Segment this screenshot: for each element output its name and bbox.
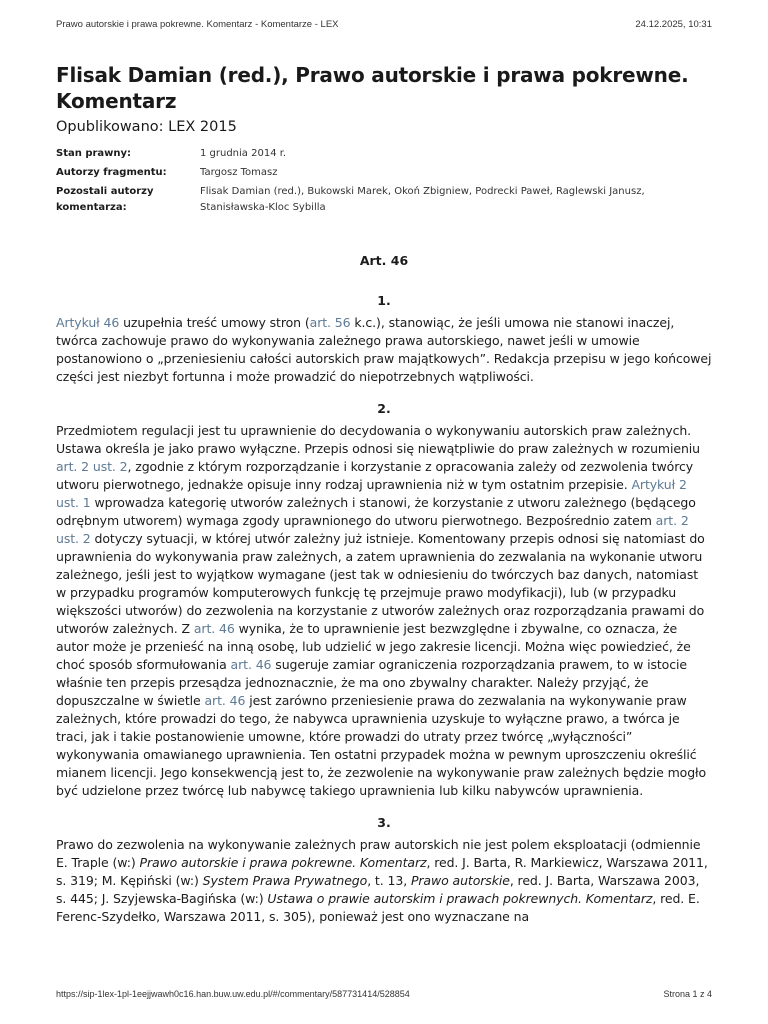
print-header [56,19,712,35]
paragraph-text: uzupełnia treść umowy stron ( [119,315,310,330]
paragraph-text: , red. J. Barta, R. Markiewicz, Warszawa 2011, s. 319; M. Kępiński (w:) [56,855,708,888]
meta-label: Autorzy fragmentu: [56,167,167,178]
print-footer-url: https://sip-1lex-1pl-1eejjwawh0c16.han.buw.uw.edu.pl/#/commentary/587731414/528854 [56,989,410,999]
section-number: 3. [377,815,391,830]
commentary-paragraph [56,836,712,926]
paragraph-text: , red. J. Barta, Warszawa 2003, s. 445; J. Szyjewska-Bagińska (w:) [56,873,700,906]
commentary-sections [56,292,712,926]
paragraph-text: , t. 13, [367,873,411,888]
paragraph-text: sugeruje zamiar ograniczenia rozporządzania prawem, to w istocie właśnie ten przepis przesądza jednoznacznie, że ma ono zbywalny charakter. Należy przyjąć, że dopuszczalne w świetle [56,657,687,708]
print-header-datetime: 24.12.2025, 10:31 [635,19,712,30]
meta-label: Pozostali autorzy komentarza: [56,186,154,213]
paragraph-text: Przedmiotem regulacji jest tu uprawnienie do decydowania o wykonywaniu autorskich praw zależnych. Ustawa określa je jako prawo wyłączne. Przepis odnosi się niewątpliwie do praw zależnych w rozumieniu [56,423,700,456]
author-role: (red.) [270,186,301,197]
publication-info: Opublikowano: LEX 2015 [56,119,237,135]
print-footer-page: Strona 1 z 4 [663,989,712,999]
legal-reference-link[interactable]: art. 46 [193,621,235,636]
legal-reference-link[interactable]: art. 46 [204,693,246,708]
commentary-paragraph [56,314,712,386]
meta-value: Targosz Tomasz [200,167,278,178]
paragraph-text: k.c.), stanowiąc, że jeśli umowa nie stanowi inaczej, twórca zachowuje prawo do wykonywania zależnego prawa autorskiego, nawet jeśli w umowie postanowiono o „przeniesieniu całości autorskich praw majątkowych”. Redakcja przepisu w jego końcowej części jest niezbyt fortunna i może prowadzić do niepotrzebnych wątpliwości. [56,315,712,384]
meta-row-legal-state [56,146,712,162]
commentary-paragraph [56,422,712,800]
legal-reference-link[interactable]: art. 2 ust. 2 [56,459,128,474]
author-name: Podrecki Paweł [475,186,550,197]
other-authors-list: Flisak Damian (red.), Bukowski Marek, Okoń Zbigniew, Podrecki Paweł, Raglewski Janusz, Stanisławska-Kloc Sybilla [200,186,645,213]
section-number: 1. [377,293,391,308]
paragraph-text: wynika, że to uprawnienie jest bezwzględne i zbywalne, co oznacza, że autor może je przenieść na inną osobę, lub udzielić w jego zakresie licencji. Można więc powiedzieć, że choć sposób sformułowania [56,621,691,672]
section-number: 2. [377,401,391,416]
meta-value: 1 grudnia 2014 r. [200,148,287,159]
article-heading: Art. 46 [359,253,409,268]
legal-reference-link[interactable]: Artykuł 2 ust. 1 [56,477,687,510]
paragraph-text: , zgodnie z którym rozporządzanie i korzystanie z opracowania zależy od zezwolenia twórcy utworu pierwotnego, jednakże opisuje inny rodzaj uprawnienia niż w tym ostatnim przepisie. [56,459,694,492]
paragraph-text: jest zarówno przeniesienie prawa do zezwalania na wykonywanie praw zależnych, które prowadzi do tego, że nabywca uprawnienia uzyskuje to wyłączne prawo, a twórca je traci, jak i takie postanowienie umowne, które prowadzi do utraty przez twórcę „wyłączności” wykonywania omawianego uprawnienia. Ten ostatni przypadek można w pewnym uproszczeniu określić mianem licencji. Jego konsekwencją jest to, że zezwolenie na wykonywanie praw zależnych będzie mogło być udzielone przez twórcę lub nabywcę takiego uprawnienia lub kilku nabywców uprawnienia. [56,693,707,798]
legal-reference-link[interactable]: art. 46 [230,657,272,672]
legal-reference-link[interactable]: art. 2 ust. 2 [56,513,689,546]
paragraph-text: Prawo do zezwolenia na wykonywanie zależnych praw autorskich nie jest polem eksploatacji (odmiennie E. Traple (w:) [56,837,701,870]
cited-title: Prawo autorskie [410,873,510,888]
author-name: Stanisławska-Kloc Sybilla [200,202,326,213]
meta-row-fragment-authors [56,165,712,181]
author-name: Okoń Zbigniew [394,186,469,197]
document-metadata [56,146,712,216]
author-name: Bukowski Marek [307,186,388,197]
cited-title: System Prawa Prywatnego [202,873,368,888]
meta-row-other-authors [56,184,712,216]
print-footer [56,989,712,1005]
cited-title: Prawo autorskie i prawa pokrewne. Komentarz [139,855,427,870]
legal-reference-link[interactable]: Artykuł 46 [56,315,120,330]
paragraph-text: dotyczy sytuacji, w której utwór zależny już istnieje. Komentowany przepis odnosi się natomiast do uprawnienia do wykonywania praw zależnych, a zatem uprawnienia do zezwalania na wykonanie utworu zależnego, jeśli jest to wyjątkow wymagane (jest tak w odniesieniu do twórczych baz danych, natomiast w przypadku programów komputerowych funkcję tę przejmuje prawo modyfikacji), lub (w przypadku większości utworów) do zezwolenia na korzystanie z utworów zależnych oraz rozporządzania prawami do utworów zależnych. Z [56,531,705,636]
document-title: Flisak Damian (red.), Prawo autorskie i prawa pokrewne. Komentarz [56,63,689,113]
paragraph-text: wprowadza kategorię utworów zależnych i stanowi, że korzystanie z utworu zależnego (będącego odrębnym utworem) wymaga zgody uprawnionego do utworu pierwotnego. Bezpośrednio zatem [56,495,696,528]
legal-reference-link[interactable]: art. 56 [309,315,351,330]
author-name: Flisak Damian [200,186,271,197]
cited-title: Ustawa o prawie autorskim i prawach pokrewnych. Komentarz [267,891,653,906]
paragraph-text: , red. E. Ferenc-Szydełko, Warszawa 2011, s. 305), ponieważ jest ono wyznaczane na [56,891,700,924]
author-name: Raglewski Janusz [555,186,642,197]
print-header-title: Prawo autorskie i prawa pokrewne. Komentarz - Komentarze - LEX [56,19,339,30]
meta-label: Stan prawny: [56,148,132,159]
document-content [56,62,712,926]
